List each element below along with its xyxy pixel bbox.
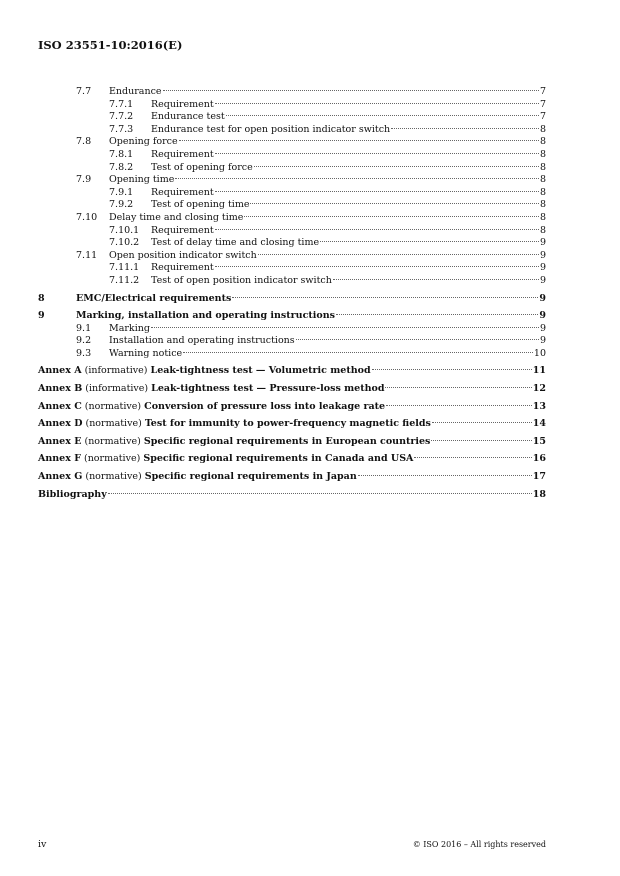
dot-leader <box>215 103 539 104</box>
dot-leader <box>179 140 539 141</box>
toc-page: 9 <box>539 249 546 261</box>
toc-page: 8 <box>539 186 546 198</box>
toc-title: Endurance <box>109 86 162 97</box>
toc-entry-7-11-2[interactable] <box>38 275 546 288</box>
toc-entry-7-7-1[interactable] <box>38 99 546 112</box>
annex-label: Annex E <box>38 435 82 447</box>
toc-title: Conversion of pressure loss into leakage rate <box>144 400 386 412</box>
toc-page: 13 <box>532 400 546 412</box>
toc-number: 7.7.1 <box>109 98 134 110</box>
toc-page: 12 <box>532 383 546 395</box>
toc-title: Requirement <box>151 186 214 198</box>
toc-number: 7.10.2 <box>109 237 140 249</box>
toc-number: 7.9 <box>76 174 92 186</box>
toc-title: Requirement <box>151 262 214 274</box>
annex-label: Annex C <box>38 400 82 412</box>
annex-label: Annex F <box>38 453 81 465</box>
toc-page: 9 <box>539 237 546 249</box>
dot-leader <box>386 405 532 406</box>
toc-entry-7-10-1[interactable] <box>38 225 546 238</box>
toc-page: 15 <box>532 435 546 447</box>
dot-leader <box>258 254 539 255</box>
toc-entry-bibliography[interactable] <box>38 489 546 502</box>
annex-kind: (normative) <box>85 471 142 483</box>
toc-entry-annex-e[interactable] <box>38 436 546 449</box>
toc-title: Requirement <box>151 148 214 160</box>
toc-page: 14 <box>532 418 546 430</box>
toc-number: 7.11.2 <box>109 274 140 286</box>
footer-copyright: © ISO 2016 – All rights reserved <box>412 840 546 849</box>
dot-leader <box>250 203 538 204</box>
toc-page: 9 <box>539 292 546 304</box>
dot-leader <box>232 297 538 298</box>
toc-entry-7-11[interactable] <box>38 250 546 263</box>
toc-page: 11 <box>532 365 546 377</box>
dot-leader <box>372 369 532 370</box>
toc-page: 8 <box>539 161 546 173</box>
dot-leader <box>175 178 539 179</box>
toc-number: 7.7.3 <box>109 123 134 135</box>
toc-entry-7-9-1[interactable] <box>38 187 546 200</box>
toc-number: 7.8 <box>76 136 92 148</box>
toc-page: 8 <box>539 224 546 236</box>
footer-page-number: iv <box>38 839 47 850</box>
toc-number: 7.8.1 <box>109 148 134 160</box>
toc-title: Test of opening time <box>151 199 250 211</box>
toc-title: Marking <box>109 322 150 334</box>
dot-leader <box>163 90 539 91</box>
dot-leader <box>432 422 532 423</box>
toc-entry-7-7[interactable] <box>38 86 546 99</box>
toc-entry-annex-f[interactable] <box>38 453 546 466</box>
toc-entry-9[interactable] <box>38 310 546 323</box>
toc-number: 7.10 <box>76 211 98 223</box>
annex-kind: (normative) <box>83 453 141 465</box>
dot-leader <box>215 266 539 267</box>
dot-leader <box>151 327 539 328</box>
dot-leader <box>336 314 538 315</box>
dot-leader <box>226 115 539 116</box>
toc-number: 7.8.2 <box>109 161 134 173</box>
annex-kind: (informative) <box>85 383 149 395</box>
toc-entry-7-9[interactable] <box>38 174 546 187</box>
toc-title: Leak-tightness test — Volumetric method <box>150 365 371 377</box>
toc-title: Opening time <box>109 174 175 186</box>
toc-entry-annex-a[interactable] <box>38 365 546 378</box>
toc-page: 7 <box>539 98 546 110</box>
table-of-contents <box>38 86 546 501</box>
annex-label: Annex D <box>38 418 83 430</box>
toc-page: 9 <box>539 310 546 322</box>
dot-leader <box>215 191 539 192</box>
toc-title: Endurance test for open position indicator switch <box>151 123 391 135</box>
toc-entry-7-10[interactable] <box>38 212 546 225</box>
toc-number: 7.9.2 <box>109 199 134 211</box>
toc-title: Installation and operating instructions <box>109 335 295 347</box>
dot-leader <box>358 475 532 476</box>
toc-page: 8 <box>539 211 546 223</box>
toc-title: Test for immunity to power-frequency magnetic fields <box>144 418 431 430</box>
annex-kind: (normative) <box>85 418 142 430</box>
toc-entry-9-2[interactable] <box>38 335 546 348</box>
toc-number: 7.7.2 <box>109 111 134 123</box>
toc-entry-7-9-2[interactable] <box>38 199 546 212</box>
toc-entry-7-11-1[interactable] <box>38 262 546 275</box>
toc-title: Endurance test <box>151 111 225 123</box>
dot-leader <box>296 339 539 340</box>
toc-title: Test of opening force <box>151 161 253 173</box>
toc-entry-7-8-2[interactable] <box>38 162 546 175</box>
toc-entry-9-1[interactable] <box>38 323 546 336</box>
toc-page: 9 <box>539 274 546 286</box>
toc-number: 9.2 <box>76 335 92 347</box>
toc-title: Specific regional requirements in European countries <box>143 435 431 447</box>
toc-page: 8 <box>539 199 546 211</box>
dot-leader <box>333 279 539 280</box>
document-header: ISO 23551-10:2016(E) <box>38 38 183 52</box>
toc-title: Leak-tightness test — Pressure-loss method <box>151 383 385 395</box>
toc-number: 9.1 <box>76 322 92 334</box>
toc-entry-7-8[interactable] <box>38 136 546 149</box>
toc-entry-9-3[interactable] <box>38 348 546 361</box>
toc-page: 8 <box>539 174 546 186</box>
toc-title: Requirement <box>151 224 214 236</box>
toc-number: 7.11.1 <box>109 262 140 274</box>
dot-leader <box>244 216 539 217</box>
dot-leader <box>108 493 532 494</box>
toc-page: 10 <box>533 347 546 359</box>
toc-title: Bibliography <box>38 488 107 500</box>
toc-entry-7-7-3[interactable] <box>38 124 546 137</box>
toc-entry-8[interactable] <box>38 293 546 306</box>
toc-number: 9 <box>38 310 45 322</box>
toc-title: Opening force <box>109 136 178 148</box>
toc-page: 17 <box>532 471 546 483</box>
toc-page: 8 <box>539 148 546 160</box>
toc-entry-annex-b[interactable] <box>38 383 546 396</box>
toc-page: 9 <box>539 322 546 334</box>
dot-leader <box>385 387 531 388</box>
toc-entry-7-10-2[interactable] <box>38 237 546 250</box>
toc-number: 8 <box>38 292 45 304</box>
toc-number: 9.3 <box>76 347 92 359</box>
toc-number: 7.11 <box>76 249 98 261</box>
toc-title: Test of open position indicator switch <box>151 274 332 286</box>
toc-page: 9 <box>539 335 546 347</box>
toc-entry-annex-d[interactable] <box>38 418 546 431</box>
toc-entry-7-7-2[interactable] <box>38 111 546 124</box>
dot-leader <box>320 241 539 242</box>
toc-title: Marking, installation and operating instructions <box>76 310 335 322</box>
toc-page: 9 <box>539 262 546 274</box>
toc-entry-annex-c[interactable] <box>38 401 546 414</box>
toc-title: Requirement <box>151 98 214 110</box>
toc-title: Open position indicator switch <box>109 249 257 261</box>
annex-kind: (normative) <box>84 400 142 412</box>
dot-leader <box>391 128 539 129</box>
toc-page: 16 <box>532 453 546 465</box>
toc-page: 18 <box>532 488 546 500</box>
dot-leader <box>431 440 531 441</box>
toc-title: Specific regional requirements in Canada and USA <box>143 453 414 465</box>
annex-kind: (informative) <box>84 365 148 377</box>
dot-leader <box>183 352 533 353</box>
dot-leader <box>215 229 539 230</box>
toc-number: 7.7 <box>76 86 92 97</box>
dot-leader <box>254 166 539 167</box>
annex-label: Annex A <box>38 365 82 377</box>
toc-page: 8 <box>539 136 546 148</box>
toc-page: 8 <box>539 123 546 135</box>
dot-leader <box>414 457 531 458</box>
toc-title: Delay time and closing time <box>109 211 244 223</box>
toc-title: Specific regional requirements in Japan <box>144 471 357 483</box>
annex-label: Annex G <box>38 471 83 483</box>
toc-entry-annex-g[interactable] <box>38 471 546 484</box>
toc-title: Test of delay time and closing time <box>151 237 320 249</box>
toc-page: 7 <box>539 86 546 97</box>
dot-leader <box>215 153 539 154</box>
toc-number: 7.10.1 <box>109 224 140 236</box>
toc-entry-7-8-1[interactable] <box>38 149 546 162</box>
toc-page: 7 <box>539 111 546 123</box>
annex-kind: (normative) <box>84 435 141 447</box>
toc-title: EMC/Electrical requirements <box>76 292 232 304</box>
toc-title: Warning notice <box>109 347 183 359</box>
toc-number: 7.9.1 <box>109 186 134 198</box>
annex-label: Annex B <box>38 383 83 395</box>
